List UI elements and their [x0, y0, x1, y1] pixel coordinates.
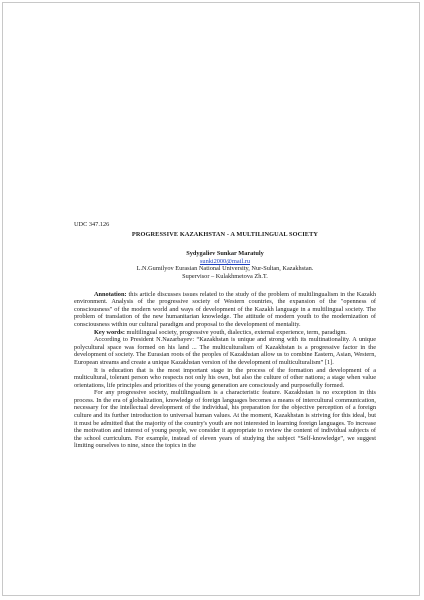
annotation-label: Annotation: — [94, 290, 127, 298]
body-paragraph-2: It is education that is the most important stage in the process of the formation and development of a multicultural, tolerant person who respects not only his own, but also the culture of other nations; a stage when value orientations, life principles and priorities of the young generation are consciously and purposefully formed. — [74, 366, 376, 389]
article-body — [74, 221, 376, 450]
author-name: Sydygaliev Sunkar Maratuly — [186, 250, 264, 258]
author-affiliation: L.N.Gumilyov Eurasian National University, Nur-Sultan, Kazakhstan. — [136, 265, 314, 273]
udc-code: UDC 347.126 — [74, 221, 110, 228]
author-email-link[interactable]: sunki2000@mail.ru — [199, 257, 251, 265]
article-title: PROGRESSIVE KAZAKHSTAN - A MULTILINGUAL SOCIETY — [131, 230, 319, 238]
body-paragraph-1: According to President N.Nazarbayev: “Kazakhstan is unique and strong with its multinationality. A unique polycultural space was formed on his land ... The multiculturalism of Kazakhstan is a progressive factor in the development of society. The Eurasian roots of the peoples of Kazakhstan allow us to combine Eastern, Asian, Western, European streams and create a unique Kazakhstan version of the development of multiculturalism” [1]. — [74, 336, 376, 366]
keywords-text: multilingual society, progressive youth, dialectics, external experience, term, paradigm. — [124, 328, 347, 336]
supervisor-line: Supervisor – Kulakhmetova Zh.T. — [182, 272, 268, 280]
keywords-paragraph — [74, 329, 376, 337]
annotation-text: this article discusses issues related to the study of the problem of multilingualism in the Kazakh environment. Analysis of the progressive society of Western countries, the expansion of the "openness of consciousness" of the modern world and ways of development of the Kazakh language in a multilingual society. The problem of translation of the new humanitarian knowledge. The attitude of modern youth to the modernization of consciousness within our cultural paradigm and proposal to the development of mentality. — [74, 290, 376, 328]
body-paragraph-3: For any progressive society, multilingualism is a characteristic feature. Kazakhstan is no exception in this process. In the era of globalization, knowledge of foreign languages becomes a means of intercultural communication, necessary for the intellectual development of the individual, his preparation for the objective perception of a foreign culture and its further introduction to universal human values. At the moment, Kazakhstan is striving for this ideal, but it must be admitted that the majority of the country's youth are not interested in learning foreign languages. To increase the motivation and interest of young people, we consider it appropriate to review the content of individual subjects of the school curriculum. For example, instead of eleven years of studying the subject “Self-knowledge”, we suggest limiting ourselves to nine, since the topics in the — [74, 389, 376, 450]
keywords-label: Key words: — [94, 328, 125, 336]
document-page — [2, 2, 420, 596]
annotation-paragraph — [74, 291, 376, 329]
